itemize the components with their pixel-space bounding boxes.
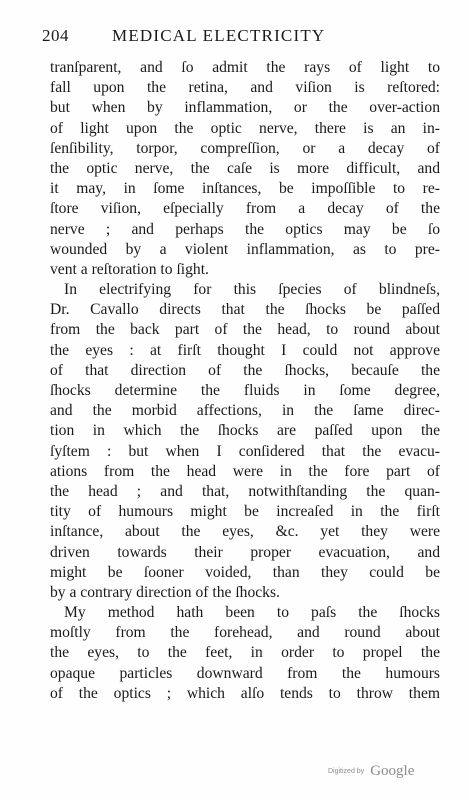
text-line: and the morbid affections, in the ſame direc-	[50, 402, 440, 420]
paragraph-start-line: In electrifying for this ſpecies of blindneſs,	[64, 281, 440, 299]
text-line: ſenſibility, torpor, compreſſion, or a decay of	[50, 139, 440, 157]
text-line: tranſparent, and ſo admit the rays of light to	[50, 59, 440, 76]
text-line: the head ; and that, notwithſtanding the quan-	[50, 482, 440, 500]
paragraph-start-line: My method hath been to paſs the ſhocks	[64, 604, 440, 622]
text-line: ſtore viſion, eſpecially from a decay of the	[50, 200, 440, 218]
text-line: fall upon the retina, and viſion is reſtored:	[50, 79, 440, 97]
text-line: might be ſooner voided, than they could be	[50, 563, 440, 581]
text-line: but when by inflammation, or the over-action	[50, 99, 440, 117]
text-line: of light upon the optic nerve, there is an in-	[50, 119, 440, 137]
watermark-brand: Google	[370, 762, 415, 779]
text-line: wounded by a violent inflammation, as to pre-	[50, 240, 440, 258]
body-text	[50, 58, 440, 704]
text-line: Dr. Cavallo directs that the ſhocks be paſſed	[50, 301, 440, 319]
text-line: inſtance, about the eyes, &c. yet they were	[50, 523, 440, 541]
text-line: moſtly from the forehead, and round about	[50, 624, 440, 642]
text-line: by a contrary direction of the ſhocks.	[50, 583, 280, 601]
watermark-prefix: Digitized by	[328, 767, 365, 775]
text-line: of the optics ; which alſo tends to throw them	[50, 684, 440, 702]
text-line: from the back part of the head, to round about	[50, 321, 440, 339]
text-line: the optic nerve, the caſe is more difficult, and	[50, 159, 440, 177]
text-line: ſhocks determine the fluids in ſome degree,	[50, 382, 440, 399]
page-number: 204	[42, 26, 69, 45]
text-line: vent a reſtoration to ſight.	[50, 260, 209, 278]
text-line: ſyſtem : but when I conſidered that the evacu-	[50, 442, 440, 460]
text-line: driven towards their proper evacuation, and	[50, 543, 440, 561]
running-title: MEDICAL ELECTRICITY	[112, 26, 326, 45]
text-line: opaque particles downward from the humours	[50, 664, 440, 682]
text-line: tion in which the ſhocks are paſſed upon the	[50, 422, 440, 440]
text-line: of that direction of the ſhocks, becauſe the	[50, 361, 440, 379]
text-line: the eyes, to the feet, in order to propel the	[50, 644, 440, 662]
digitized-watermark	[328, 762, 414, 780]
text-line: it may, in ſome inſtances, be impoſſible to re-	[50, 180, 440, 198]
text-line: nerve ; and perhaps the optics may be ſo	[50, 220, 440, 238]
running-head	[42, 26, 432, 50]
text-line: tity of humours might be increaſed in the firſt	[50, 503, 440, 521]
text-line: the eyes : at firſt thought I could not approve	[50, 341, 440, 359]
text-line: ations from the head were in the fore part of	[50, 462, 440, 480]
